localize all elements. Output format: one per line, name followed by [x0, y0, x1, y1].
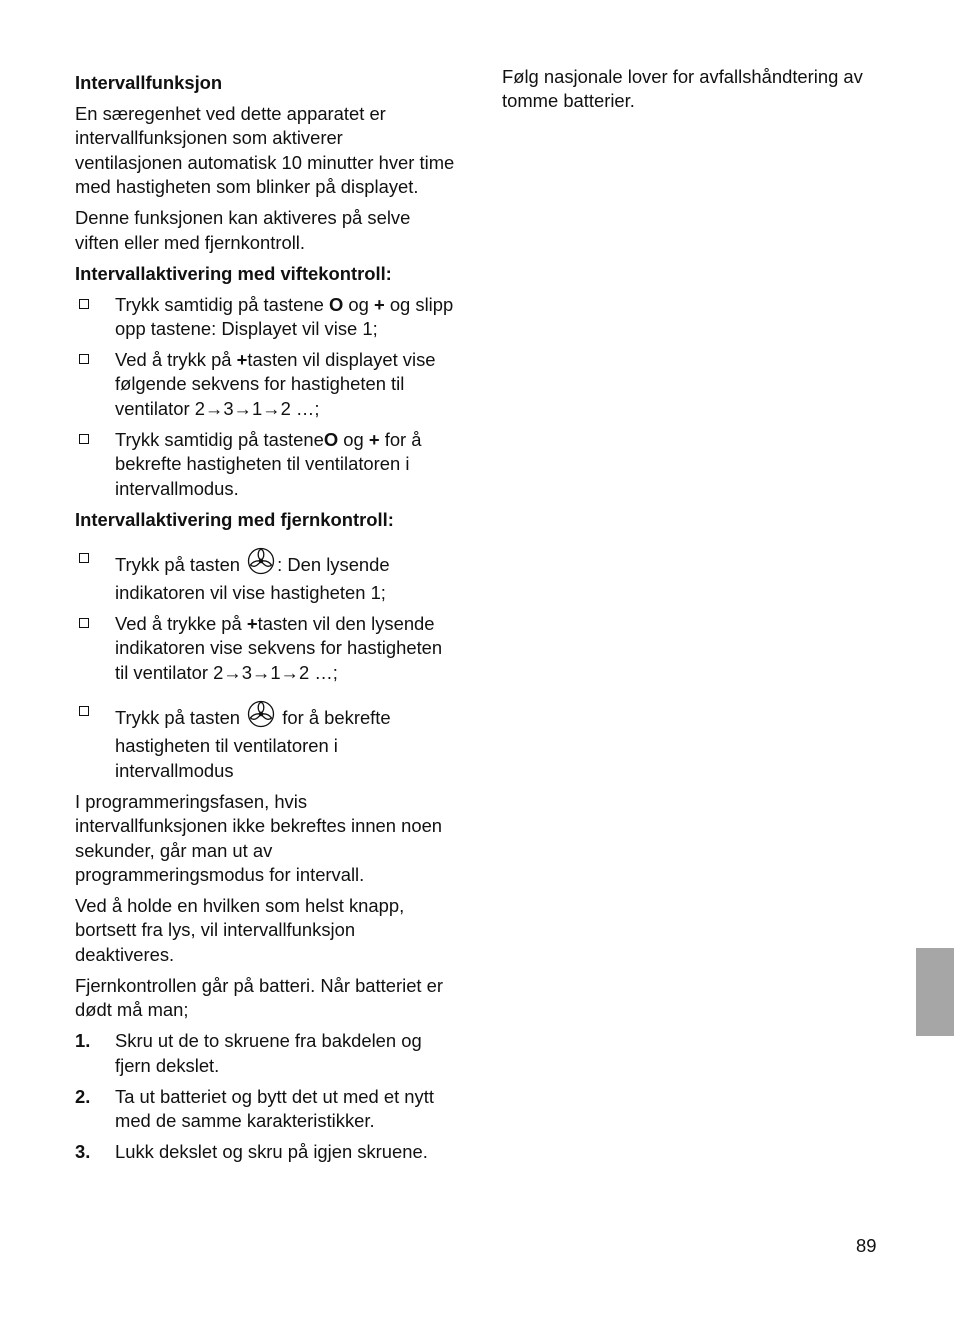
deactivation-paragraph: Ved å holde en hvilken som helst knapp, bortsett fra lys, vil intervallfunksjon deaktiveres.: [75, 894, 405, 965]
section-heading: Intervallfunksjon: [75, 72, 223, 93]
fan-step-1: Trykk samtidig på tastene O og + og slipp opp tastene: Displayet vil vise 1;: [75, 293, 455, 342]
right-column: [502, 65, 882, 120]
step-number: 3.: [75, 1140, 91, 1162]
key-plus: +: [236, 349, 248, 371]
key-o: O: [323, 428, 339, 450]
remote-step-2: Ved å trykke på +tasten vil den lysende indikatoren vise sekvens for hastigheten til ventilator 2→3→1→2 …;: [75, 612, 455, 685]
key-plus: +: [368, 428, 380, 450]
checkbox-icon: [79, 618, 89, 628]
checkbox-icon: [79, 354, 89, 364]
step-number: 1.: [75, 1030, 91, 1052]
fan-icon: [246, 700, 276, 734]
language-tab-marker: [916, 948, 954, 1036]
key-plus: +: [246, 613, 258, 635]
step-number: 2.: [75, 1085, 91, 1107]
key-o: O: [328, 293, 344, 315]
battery-step-2: 2. Ta ut batteriet og bytt det ut med et nytt med de samme karakteristikker.: [75, 1085, 434, 1131]
fan-control-subheading: Intervallaktivering med viftekontroll:: [75, 262, 392, 284]
remote-control-subheading: Intervallaktivering med fjernkontroll:: [75, 508, 394, 530]
intro-paragraph: En særegenhet ved dette apparatet er intervallfunksjonen som aktiverer ventilasjonen automatisk 10 minutter hver time med hastigheten som blinker på displayet.: [75, 103, 455, 198]
remote-step-3: Trykk på tasten for å bekrefte hastigheten til ventilatoren i intervallmodus: [75, 692, 455, 783]
key-plus: +: [373, 293, 385, 315]
checkbox-icon: [79, 434, 89, 444]
checkbox-icon: [79, 553, 89, 563]
fan-icon: [246, 547, 276, 581]
checkbox-icon: [79, 706, 89, 716]
left-column: [75, 71, 455, 1171]
battery-step-1: 1. Skru ut de to skruene fra bakdelen og fjern dekslet.: [75, 1030, 422, 1076]
remote-step-1: Trykk på tasten : Den lysende indikatoren vil vise hastigheten 1;: [75, 539, 455, 606]
disposal-paragraph: Følg nasjonale lover for avfallshåndtering av tomme batterier.: [502, 66, 863, 112]
checkbox-icon: [79, 299, 89, 309]
fan-step-2: Ved å trykk på +tasten vil displayet vise følgende sekvens for hastigheten til ventilator 2→3→1→2 …;: [75, 348, 455, 421]
battery-paragraph: Fjernkontrollen går på batteri. Når batteriet er dødt må man;: [75, 974, 443, 1021]
programming-paragraph: I programmeringsfasen, hvis intervallfunksjonen ikke bekreftes innen noen sekunder, går man ut av programmeringsmodus for intervall.: [75, 790, 443, 885]
activation-paragraph: Denne funksjonen kan aktiveres på selve viften eller med fjernkontroll.: [75, 207, 411, 253]
page-number: 89: [856, 1235, 877, 1256]
fan-step-3: Trykk samtidig på tasteneO og + for å bekrefte hastigheten til ventilatoren i intervallmodus.: [75, 428, 455, 501]
battery-step-3: 3. Lukk dekslet og skru på igjen skruene.: [75, 1140, 455, 1164]
